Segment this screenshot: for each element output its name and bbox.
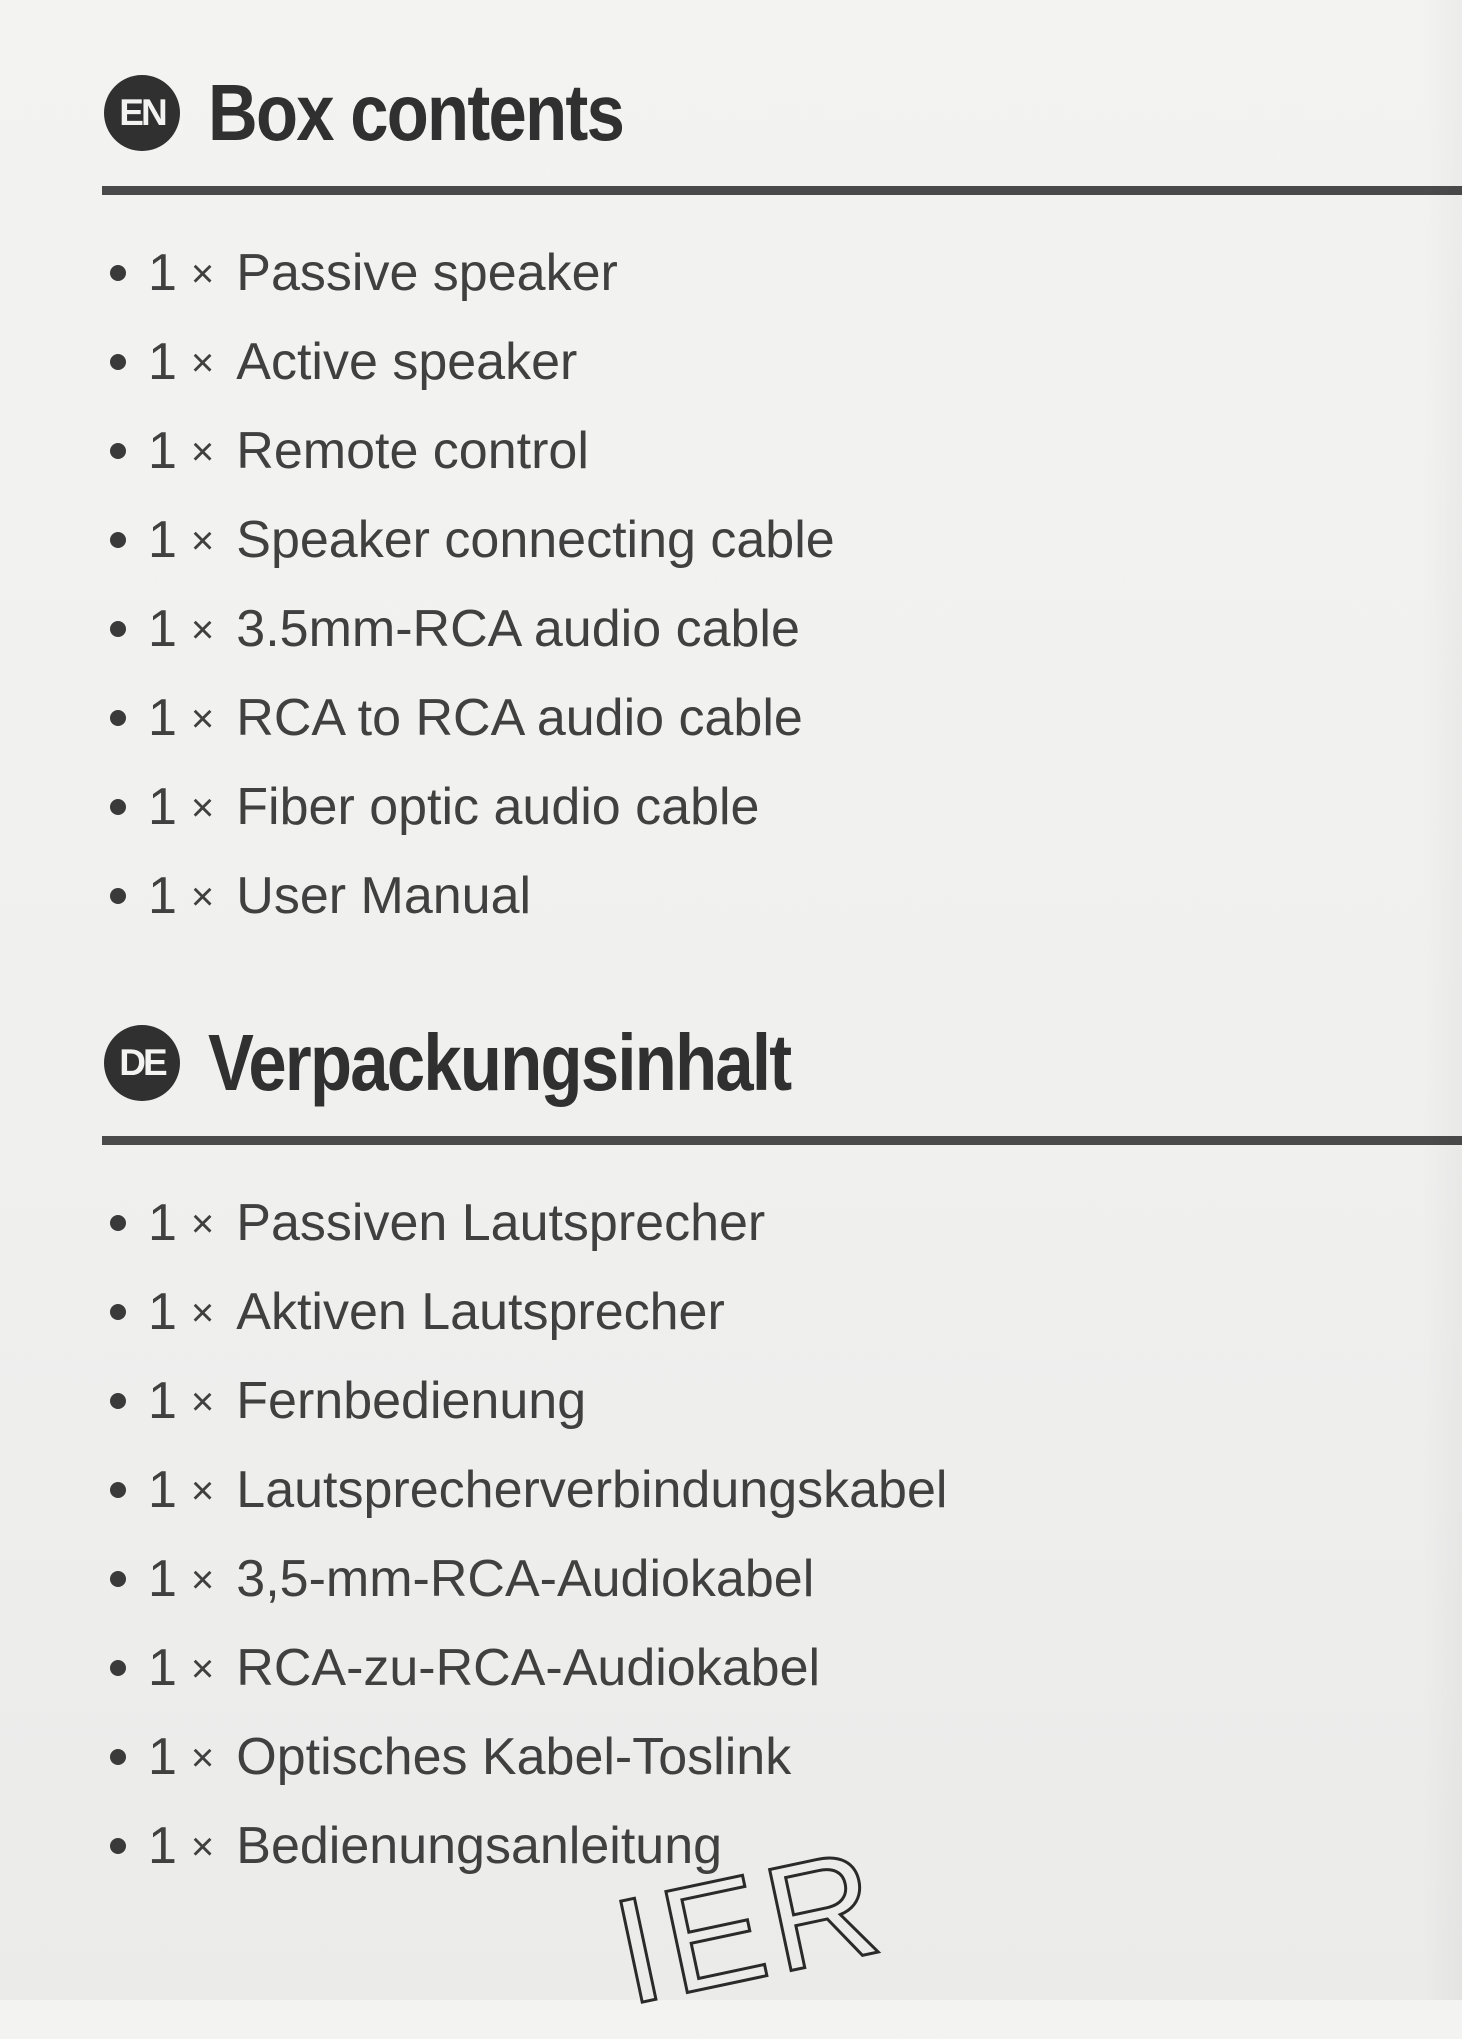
item-quantity: 1 bbox=[148, 688, 177, 747]
item-label: Speaker connecting cable bbox=[236, 510, 835, 569]
times-sign: × bbox=[190, 341, 215, 385]
item-quantity: 1 bbox=[148, 1727, 177, 1786]
section-divider bbox=[102, 186, 1462, 195]
item-quantity: 1 bbox=[148, 777, 177, 836]
language-badge-icon: DE bbox=[104, 1025, 180, 1101]
times-sign: × bbox=[190, 786, 215, 830]
list-item bbox=[110, 673, 835, 762]
list-item bbox=[110, 1267, 947, 1356]
item-label: RCA-zu-RCA-Audiokabel bbox=[236, 1638, 821, 1697]
item-label: Lautsprecherverbindungskabel bbox=[236, 1460, 948, 1519]
times-sign: × bbox=[190, 1202, 215, 1246]
bullet-icon bbox=[110, 799, 126, 815]
times-sign: × bbox=[190, 1380, 215, 1424]
item-quantity: 1 bbox=[148, 1816, 177, 1875]
list-item bbox=[110, 762, 835, 851]
bullet-icon bbox=[110, 1304, 126, 1320]
times-sign: × bbox=[190, 1825, 215, 1869]
item-quantity: 1 bbox=[148, 1460, 177, 1519]
item-label: Remote control bbox=[236, 421, 589, 480]
bullet-icon bbox=[110, 265, 126, 281]
bullet-icon bbox=[110, 443, 126, 459]
times-sign: × bbox=[190, 1469, 215, 1513]
bullet-icon bbox=[110, 888, 126, 904]
section-heading bbox=[104, 1018, 885, 1108]
item-label: Passive speaker bbox=[236, 243, 618, 302]
item-label: 3,5-mm-RCA-Audiokabel bbox=[236, 1549, 815, 1608]
item-label: Active speaker bbox=[236, 332, 578, 391]
times-sign: × bbox=[190, 875, 215, 919]
list-item bbox=[110, 317, 835, 406]
item-label: Passiven Lautsprecher bbox=[236, 1193, 766, 1252]
list-item bbox=[110, 495, 835, 584]
section-heading bbox=[104, 68, 691, 158]
item-label: Optisches Kabel-Toslink bbox=[236, 1727, 792, 1786]
times-sign: × bbox=[190, 1647, 215, 1691]
item-quantity: 1 bbox=[148, 510, 177, 569]
list-item bbox=[110, 228, 835, 317]
language-badge-icon: EN bbox=[104, 75, 180, 151]
bullet-icon bbox=[110, 1215, 126, 1231]
list-item bbox=[110, 851, 835, 940]
times-sign: × bbox=[190, 252, 215, 296]
times-sign: × bbox=[190, 1558, 215, 1602]
list-item bbox=[110, 1445, 947, 1534]
bullet-icon bbox=[110, 1838, 126, 1854]
item-quantity: 1 bbox=[148, 1549, 177, 1608]
bullet-icon bbox=[110, 1571, 126, 1587]
item-label: Fiber optic audio cable bbox=[236, 777, 760, 836]
bullet-icon bbox=[110, 354, 126, 370]
partial-stamp-lettering: IER bbox=[600, 1816, 898, 2037]
list-item bbox=[110, 406, 835, 495]
item-label: Bedienungsanleitung bbox=[236, 1816, 723, 1875]
item-quantity: 1 bbox=[148, 421, 177, 480]
item-quantity: 1 bbox=[148, 1371, 177, 1430]
times-sign: × bbox=[190, 1736, 215, 1780]
times-sign: × bbox=[190, 1291, 215, 1335]
list-item bbox=[110, 1712, 947, 1801]
item-quantity: 1 bbox=[148, 332, 177, 391]
times-sign: × bbox=[190, 697, 215, 741]
bullet-icon bbox=[110, 1393, 126, 1409]
list-item bbox=[110, 1623, 947, 1712]
times-sign: × bbox=[190, 519, 215, 563]
contents-list bbox=[110, 228, 835, 940]
list-item bbox=[110, 1356, 947, 1445]
times-sign: × bbox=[190, 608, 215, 652]
item-quantity: 1 bbox=[148, 243, 177, 302]
item-quantity: 1 bbox=[148, 1193, 177, 1252]
page-edge-shadow bbox=[1422, 0, 1462, 2000]
item-quantity: 1 bbox=[148, 1282, 177, 1341]
item-label: Aktiven Lautsprecher bbox=[236, 1282, 725, 1341]
bullet-icon bbox=[110, 532, 126, 548]
section-title: Box contents bbox=[208, 68, 624, 157]
section-divider bbox=[102, 1136, 1462, 1145]
item-label: User Manual bbox=[236, 866, 532, 925]
bullet-icon bbox=[110, 1749, 126, 1765]
bullet-icon bbox=[110, 621, 126, 637]
bullet-icon bbox=[110, 710, 126, 726]
list-item bbox=[110, 1178, 947, 1267]
item-label: 3.5mm-RCA audio cable bbox=[236, 599, 800, 658]
bullet-icon bbox=[110, 1482, 126, 1498]
list-item bbox=[110, 1534, 947, 1623]
contents-list bbox=[110, 1178, 947, 1890]
item-quantity: 1 bbox=[148, 1638, 177, 1697]
times-sign: × bbox=[190, 430, 215, 474]
item-label: RCA to RCA audio cable bbox=[236, 688, 803, 747]
bullet-icon bbox=[110, 1660, 126, 1676]
section-title: Verpackungsinhalt bbox=[208, 1018, 791, 1107]
item-label: Fernbedienung bbox=[236, 1371, 587, 1430]
list-item bbox=[110, 584, 835, 673]
item-quantity: 1 bbox=[148, 599, 177, 658]
item-quantity: 1 bbox=[148, 866, 177, 925]
